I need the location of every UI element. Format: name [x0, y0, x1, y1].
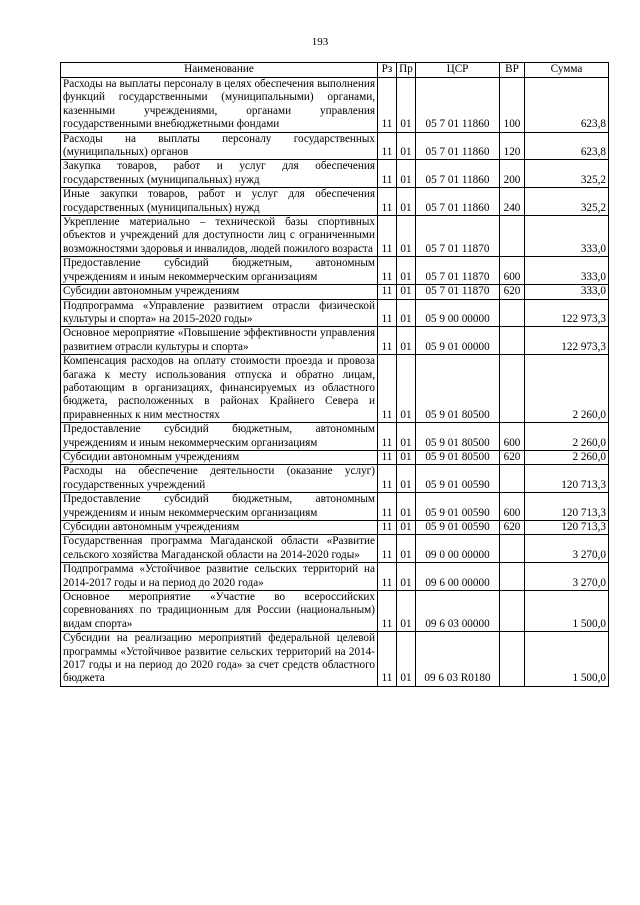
- table-row: [61, 423, 609, 451]
- cell-csr: 05 7 01 11860: [416, 78, 500, 133]
- table-row: [61, 78, 609, 133]
- cell-sum: 325,2: [525, 160, 609, 188]
- cell-name: Предоставление субсидий бюджетным, автономным учреждениям и иным некоммерческим организациям: [61, 257, 378, 285]
- cell-pr: 01: [397, 521, 416, 535]
- header-csr: ЦСР: [416, 63, 500, 78]
- table-row: [61, 465, 609, 493]
- cell-name: Подпрограмма «Устойчивое развитие сельских территорий на 2014-2017 годы и на период до 2020 года»: [61, 563, 378, 591]
- cell-rz: 11: [378, 493, 397, 521]
- cell-pr: 01: [397, 535, 416, 563]
- cell-name: Предоставление субсидий бюджетным, автономным учреждениям и иным некоммерческим организациям: [61, 423, 378, 451]
- cell-pr: 01: [397, 450, 416, 464]
- cell-pr: 01: [397, 423, 416, 451]
- cell-vr: [500, 355, 525, 423]
- table-row: [61, 563, 609, 591]
- cell-vr: 600: [500, 493, 525, 521]
- table-row: [61, 493, 609, 521]
- cell-vr: [500, 632, 525, 687]
- cell-vr: 600: [500, 423, 525, 451]
- cell-sum: 325,2: [525, 188, 609, 216]
- cell-vr: [500, 465, 525, 493]
- cell-pr: 01: [397, 327, 416, 355]
- cell-vr: [500, 327, 525, 355]
- page-number: 193: [311, 36, 329, 48]
- cell-pr: 01: [397, 355, 416, 423]
- cell-sum: 120 713,3: [525, 465, 609, 493]
- cell-rz: 11: [378, 327, 397, 355]
- cell-pr: 01: [397, 493, 416, 521]
- cell-rz: 11: [378, 160, 397, 188]
- cell-rz: 11: [378, 132, 397, 160]
- cell-name: Укрепление материально – технической базы спортивных объектов и учреждений для доступности лиц с ограниченными возможностями здоровья и инвалидов, людей пожилого возраста: [61, 216, 378, 257]
- cell-csr: 05 7 01 11860: [416, 188, 500, 216]
- cell-sum: 3 270,0: [525, 535, 609, 563]
- cell-pr: 01: [397, 160, 416, 188]
- cell-name: Предоставление субсидий бюджетным, автономным учреждениям и иным некоммерческим организациям: [61, 493, 378, 521]
- table-body: [61, 78, 609, 687]
- cell-name: Субсидии автономным учреждениям: [61, 285, 378, 299]
- cell-csr: 09 6 03 00000: [416, 591, 500, 632]
- cell-csr: 05 9 01 80500: [416, 423, 500, 451]
- table-row: [61, 188, 609, 216]
- cell-pr: 01: [397, 299, 416, 327]
- cell-name: Основное мероприятие «Повышение эффективности управления развитием отрасли культуры и спорта»: [61, 327, 378, 355]
- cell-vr: 240: [500, 188, 525, 216]
- cell-sum: 122 973,3: [525, 299, 609, 327]
- cell-vr: 100: [500, 78, 525, 133]
- cell-name: Субсидии автономным учреждениям: [61, 450, 378, 464]
- cell-name: Субсидии автономным учреждениям: [61, 521, 378, 535]
- cell-sum: 623,8: [525, 78, 609, 133]
- table-row: [61, 632, 609, 687]
- cell-rz: 11: [378, 535, 397, 563]
- cell-rz: 11: [378, 216, 397, 257]
- table-row: [61, 132, 609, 160]
- cell-csr: 05 9 01 00590: [416, 465, 500, 493]
- header-name: Наименование: [61, 63, 378, 78]
- cell-vr: [500, 216, 525, 257]
- table-row: [61, 285, 609, 299]
- cell-sum: 120 713,3: [525, 493, 609, 521]
- cell-csr: 05 7 01 11860: [416, 132, 500, 160]
- cell-rz: 11: [378, 591, 397, 632]
- cell-sum: 333,0: [525, 285, 609, 299]
- header-pr: Пр: [397, 63, 416, 78]
- cell-rz: 11: [378, 188, 397, 216]
- cell-vr: 620: [500, 521, 525, 535]
- cell-pr: 01: [397, 188, 416, 216]
- table-row: [61, 327, 609, 355]
- cell-name: Государственная программа Магаданской области «Развитие сельского хозяйства Магаданской области на 2014-2020 годы»: [61, 535, 378, 563]
- cell-pr: 01: [397, 632, 416, 687]
- cell-rz: 11: [378, 299, 397, 327]
- cell-csr: 05 9 01 00000: [416, 327, 500, 355]
- cell-vr: 600: [500, 257, 525, 285]
- cell-name: Расходы на обеспечение деятельности (оказание услуг) государственных учреждений: [61, 465, 378, 493]
- table-header-row: [61, 63, 609, 78]
- cell-csr: 09 0 00 00000: [416, 535, 500, 563]
- header-vr: ВР: [500, 63, 525, 78]
- cell-csr: 05 9 01 80500: [416, 450, 500, 464]
- cell-csr: 05 7 01 11870: [416, 257, 500, 285]
- table-row: [61, 591, 609, 632]
- cell-vr: 620: [500, 450, 525, 464]
- cell-pr: 01: [397, 563, 416, 591]
- cell-rz: 11: [378, 465, 397, 493]
- table-row: [61, 160, 609, 188]
- cell-name: Расходы на выплаты персоналу государственных (муниципальных) органов: [61, 132, 378, 160]
- cell-rz: 11: [378, 450, 397, 464]
- cell-rz: 11: [378, 563, 397, 591]
- cell-rz: 11: [378, 355, 397, 423]
- cell-csr: 05 7 01 11870: [416, 216, 500, 257]
- cell-vr: [500, 299, 525, 327]
- cell-name: Расходы на выплаты персоналу в целях обеспечения выполнения функций государственными (муниципальными) органами, казенными учреждениями, органами управления государственными внебюджетными фондами: [61, 78, 378, 133]
- cell-pr: 01: [397, 132, 416, 160]
- cell-pr: 01: [397, 285, 416, 299]
- table-row: [61, 450, 609, 464]
- cell-pr: 01: [397, 216, 416, 257]
- cell-pr: 01: [397, 465, 416, 493]
- cell-sum: 1 500,0: [525, 632, 609, 687]
- cell-sum: 122 973,3: [525, 327, 609, 355]
- cell-name: Иные закупки товаров, работ и услуг для обеспечения государственных (муниципальных) нужд: [61, 188, 378, 216]
- table-row: [61, 299, 609, 327]
- cell-sum: 2 260,0: [525, 450, 609, 464]
- cell-vr: 200: [500, 160, 525, 188]
- cell-rz: 11: [378, 285, 397, 299]
- table-row: [61, 216, 609, 257]
- cell-sum: 623,8: [525, 132, 609, 160]
- cell-vr: 120: [500, 132, 525, 160]
- cell-sum: 2 260,0: [525, 355, 609, 423]
- cell-sum: 1 500,0: [525, 591, 609, 632]
- cell-name: Компенсация расходов на оплату стоимости проезда и провоза багажа к месту использования отпуска и обратно лицам, работающим в организациях, финансируемых из областного бюджета, расположенных в районах Крайнего Севера и приравненных к ним местностях: [61, 355, 378, 423]
- cell-pr: 01: [397, 78, 416, 133]
- cell-sum: 333,0: [525, 216, 609, 257]
- cell-csr: 09 6 00 00000: [416, 563, 500, 591]
- cell-csr: 05 9 01 80500: [416, 355, 500, 423]
- cell-rz: 11: [378, 257, 397, 285]
- cell-csr: 05 9 01 00590: [416, 493, 500, 521]
- header-rz: Рз: [378, 63, 397, 78]
- cell-sum: 3 270,0: [525, 563, 609, 591]
- cell-pr: 01: [397, 591, 416, 632]
- table-row: [61, 535, 609, 563]
- cell-rz: 11: [378, 521, 397, 535]
- cell-sum: 120 713,3: [525, 521, 609, 535]
- cell-csr: 05 7 01 11860: [416, 160, 500, 188]
- cell-vr: [500, 563, 525, 591]
- cell-name: Субсидии на реализацию мероприятий федеральной целевой программы «Устойчивое развитие сельских территорий на 2014-2017 годы и на период до 2020 года» за счет средств областного бюджета: [61, 632, 378, 687]
- cell-name: Закупка товаров, работ и услуг для обеспечения государственных (муниципальных) нужд: [61, 160, 378, 188]
- cell-sum: 2 260,0: [525, 423, 609, 451]
- cell-vr: [500, 591, 525, 632]
- table-row: [61, 355, 609, 423]
- cell-name: Подпрограмма «Управление развитием отрасли физической культуры и спорта» на 2015-2020 годы»: [61, 299, 378, 327]
- table-row: [61, 257, 609, 285]
- cell-vr: 620: [500, 285, 525, 299]
- cell-vr: [500, 535, 525, 563]
- cell-csr: 05 9 00 00000: [416, 299, 500, 327]
- cell-csr: 09 6 03 R0180: [416, 632, 500, 687]
- cell-csr: 05 9 01 00590: [416, 521, 500, 535]
- cell-rz: 11: [378, 78, 397, 133]
- table-row: [61, 521, 609, 535]
- cell-rz: 11: [378, 632, 397, 687]
- header-sum: Сумма: [525, 63, 609, 78]
- budget-table: [60, 62, 609, 687]
- cell-csr: 05 7 01 11870: [416, 285, 500, 299]
- cell-rz: 11: [378, 423, 397, 451]
- cell-name: Основное мероприятие «Участие во всероссийских соревнованиях по традиционным для России (национальным) видам спорта»: [61, 591, 378, 632]
- cell-sum: 333,0: [525, 257, 609, 285]
- cell-pr: 01: [397, 257, 416, 285]
